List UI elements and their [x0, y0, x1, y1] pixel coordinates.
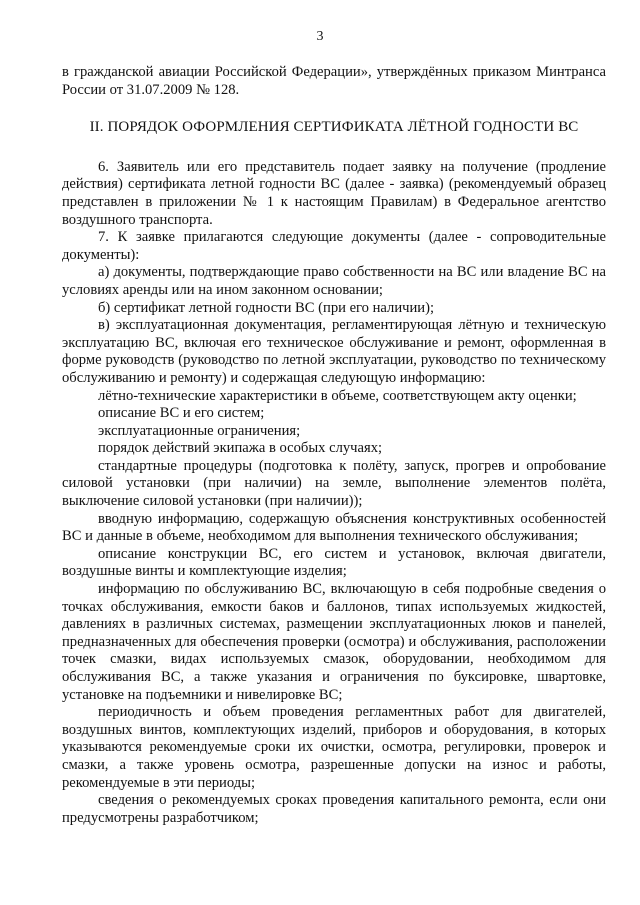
info-item: информацию по обслуживанию ВС, включающую в себя подробные сведения о точках обслуживания, емкости баков и баллонов, типах используемых жидкостей, давлениях в различных системах, размещении эксплуатационных люков и панелей, предназначенных для обеспечения проверки (осмотра) и обслуживания, расположении точек смазки, видах используемых смазок, оборудовании, необходимом для обслуживания ВС, а также указания и ограничения по буксировке, швартовке, установке на подъемники и нивелировке ВС;	[62, 581, 606, 703]
list-item-a: а) документы, подтверждающие право собственности на ВС или владение ВС на условиях аренды или на ином законном основании;	[62, 264, 606, 298]
info-item: порядок действий экипажа в особых случаях;	[98, 440, 383, 457]
paragraph-7: 7. К заявке прилагаются следующие документы (далее - сопроводительные документы):	[62, 229, 606, 263]
info-item: сведения о рекомендуемых сроках проведения капитального ремонта, если они предусмотрены разработчиком;	[62, 792, 606, 826]
info-item: описание ВС и его систем;	[98, 405, 265, 422]
info-item: периодичность и объем проведения регламентных работ для двигателей, воздушных винтов, комплектующих изделий, приборов и оборудования, в которых указываются рекомендуемые сроки их очистки, осмотра, регулировки, проверок и смазки, а также уровень осмотра, разрешенные допуски на износ и работы, рекомендуемые в эти периоды;	[62, 704, 606, 791]
intro-text: в гражданской авиации Российской Федерации», утверждённых приказом Минтранса России от 31.07.2009 № 128.	[62, 64, 606, 98]
paragraph-6: 6. Заявитель или его представитель подает заявку на получение (продление действия) сертификата летной годности ВС (далее - заявка) (рекомендуемый образец представлен в приложении № 1 к настоящим Правилам) в Федеральное агентство воздушного транспорта.	[62, 158, 606, 228]
page-number: 3	[316, 29, 324, 44]
list-item-v: в) эксплуатационная документация, регламентирующая лётную и техническую эксплуатацию ВС, включая его техническое обслуживание и ремонт, оформленная в форме руководств (руководство по летной эксплуатации, руководство по техническому обслуживанию и ремонту) и содержащая следующую информацию:	[62, 317, 606, 386]
info-item: вводную информацию, содержащую объяснения конструктивных особенностей ВС и данные в объеме, необходимом для выполнения технического обслуживания;	[62, 510, 606, 545]
section-heading: II. ПОРЯДОК ОФОРМЛЕНИЯ СЕРТИФИКАТА ЛЁТНОЙ ГОДНОСТИ ВС	[89, 119, 579, 136]
info-item: эксплуатационные ограничения;	[98, 422, 301, 439]
document-body	[62, 64, 606, 827]
info-item: описание конструкции ВС, его систем и установок, включая двигатели, воздушные винты и комплектующие изделия;	[62, 545, 606, 580]
info-item: лётно-технические характеристики в объеме, соответствующем акту оценки;	[98, 387, 577, 404]
info-item: стандартные процедуры (подготовка к полёту, запуск, прогрев и опробование силовой установки (при наличии) на земле, выполнение элементов полёта, выключение силовой установки (при наличии));	[62, 457, 606, 510]
list-item-b: б) сертификат летной годности ВС (при его наличии);	[98, 299, 434, 316]
